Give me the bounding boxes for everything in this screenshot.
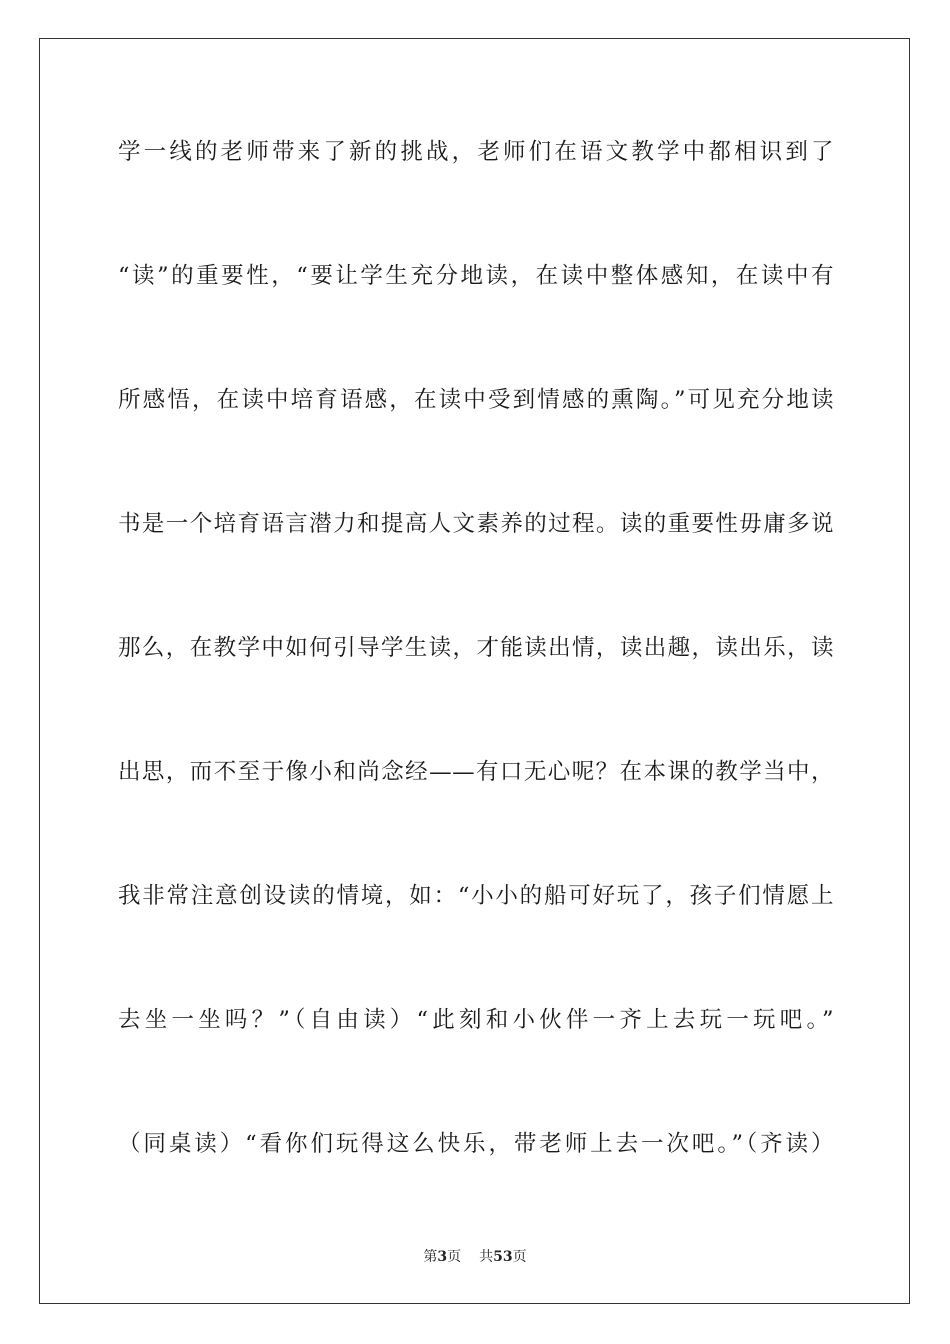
body-line-5: 那么，在教学中如何引导学生读，才能读出情，读出趣，读出乐，读 bbox=[118, 635, 834, 661]
page-footer bbox=[0, 1246, 950, 1266]
body-line-7: 我非常注意创设读的情境，如：“小小的船可好玩了，孩子们情愿上 bbox=[118, 883, 834, 909]
total-suffix: 页 bbox=[512, 1249, 527, 1265]
page-number: 3 bbox=[437, 1249, 448, 1265]
body-line-3: 所感悟，在读中培育语感，在读中受到情感的熏陶。”可见充分地读 bbox=[118, 387, 834, 413]
body-line-4: 书是一个培育语言潜力和提高人文素养的过程。读的重要性毋庸多说 bbox=[118, 511, 834, 537]
page-border bbox=[39, 38, 910, 1304]
total-prefix: 共 bbox=[479, 1249, 494, 1265]
body-line-2: “读”的重要性，“要让学生充分地读，在读中整体感知，在读中有 bbox=[118, 263, 834, 289]
body-line-9: （同桌读）“看你们玩得这么快乐，带老师上去一次吧。”（齐读） bbox=[118, 1131, 834, 1157]
total-pages: 53 bbox=[493, 1249, 513, 1265]
body-line-8: 去坐一坐吗？”（自由读）“此刻和小伙伴一齐上去玩一玩吧。” bbox=[118, 1007, 834, 1033]
body-line-6: 出思，而不至于像小和尚念经——有口无心呢？在本课的教学当中， bbox=[118, 759, 834, 785]
page-suffix: 页 bbox=[447, 1249, 462, 1265]
body-line-1: 学一线的老师带来了新的挑战，老师们在语文教学中都相识到了 bbox=[118, 139, 834, 165]
page-prefix: 第 bbox=[423, 1249, 438, 1265]
